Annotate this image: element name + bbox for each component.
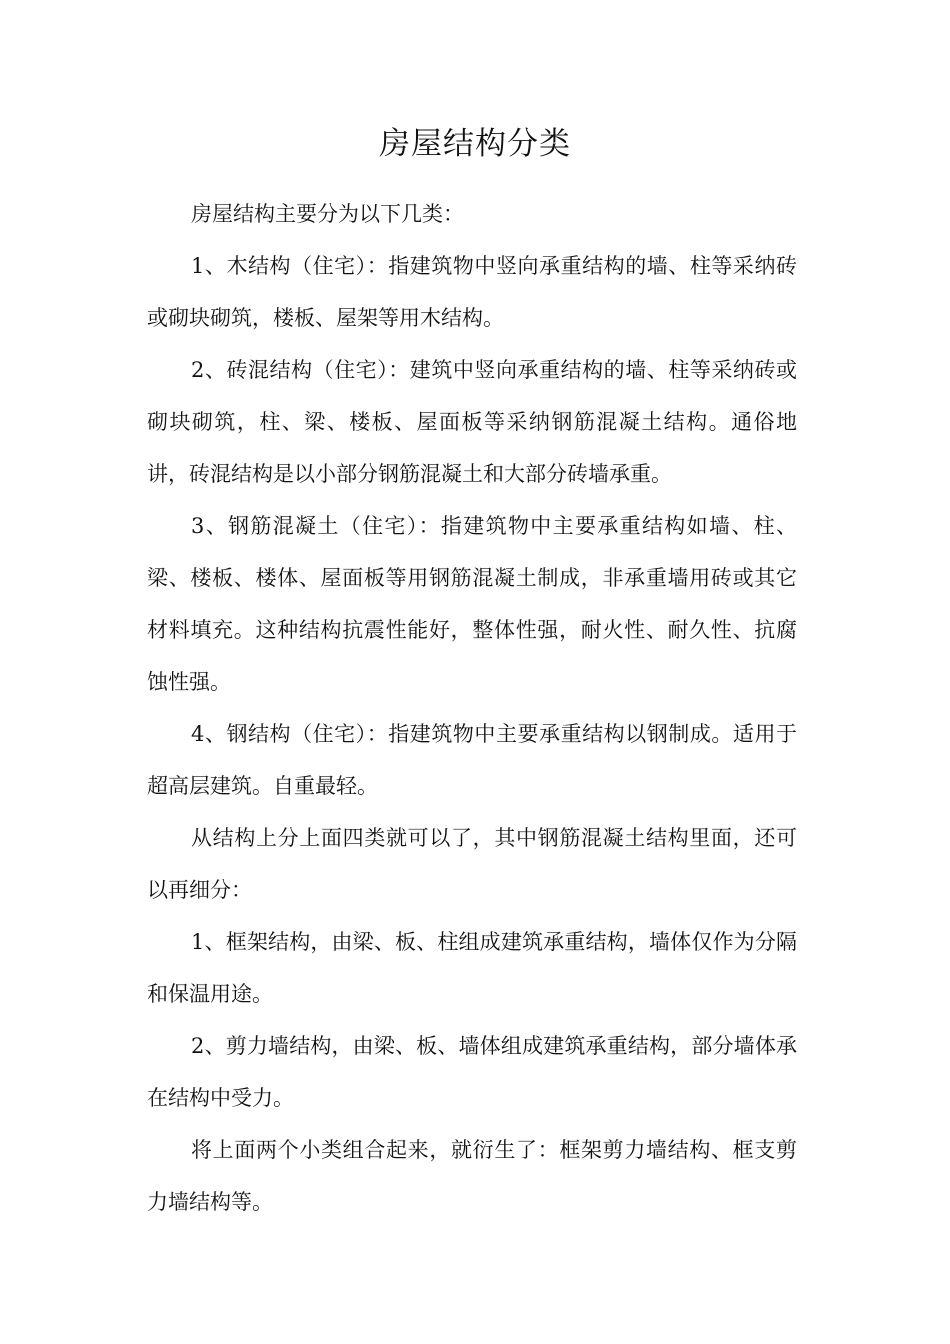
paragraph-reinforced-concrete: 3、钢筋混凝土（住宅）：指建筑物中主要承重结构如墙、柱、梁、楼板、楼体、屋面板等用钢筋混凝土制成，非承重墙用砖或其它材料填充。这种结构抗震性能好，整体性强，耐火性、耐久性、抗腐蚀性强。 — [147, 514, 797, 694]
paragraph-intro: 房屋结构主要分为以下几类： — [191, 202, 464, 226]
document-title: 房屋结构分类 — [379, 126, 571, 162]
paragraph-frame-structure: 1、框架结构，由梁、板、柱组成建筑承重结构，墙体仅作为分隔和保温用途。 — [147, 930, 797, 1006]
paragraph-brick-concrete-structure: 2、砖混结构（住宅）：建筑中竖向承重结构的墙、柱等采纳砖或砌块砌筑，柱、梁、楼板、屋面板等采纳钢筋混凝土结构。通俗地讲，砖混结构是以小部分钢筋混凝土和大部分砖墙承重。 — [147, 358, 797, 486]
paragraph-wood-structure: 1、木结构（住宅）：指建筑物中竖向承重结构的墙、柱等采纳砖或砌块砌筑，楼板、屋架等用木结构。 — [147, 254, 797, 330]
paragraph-combined-structures: 将上面两个小类组合起来，就衍生了：框架剪力墙结构、框支剪力墙结构等。 — [147, 1138, 797, 1214]
paragraph-shear-wall-structure: 2、剪力墙结构，由梁、板、墙体组成建筑承重结构，部分墙体承在结构中受力。 — [147, 1034, 797, 1110]
document-body — [147, 188, 797, 1228]
paragraph-subdivision-intro: 从结构上分上面四类就可以了，其中钢筋混凝土结构里面，还可以再细分： — [147, 826, 797, 902]
paragraph-steel-structure: 4、钢结构（住宅）：指建筑物中主要承重结构以钢制成。适用于超高层建筑。自重最轻。 — [147, 722, 797, 798]
